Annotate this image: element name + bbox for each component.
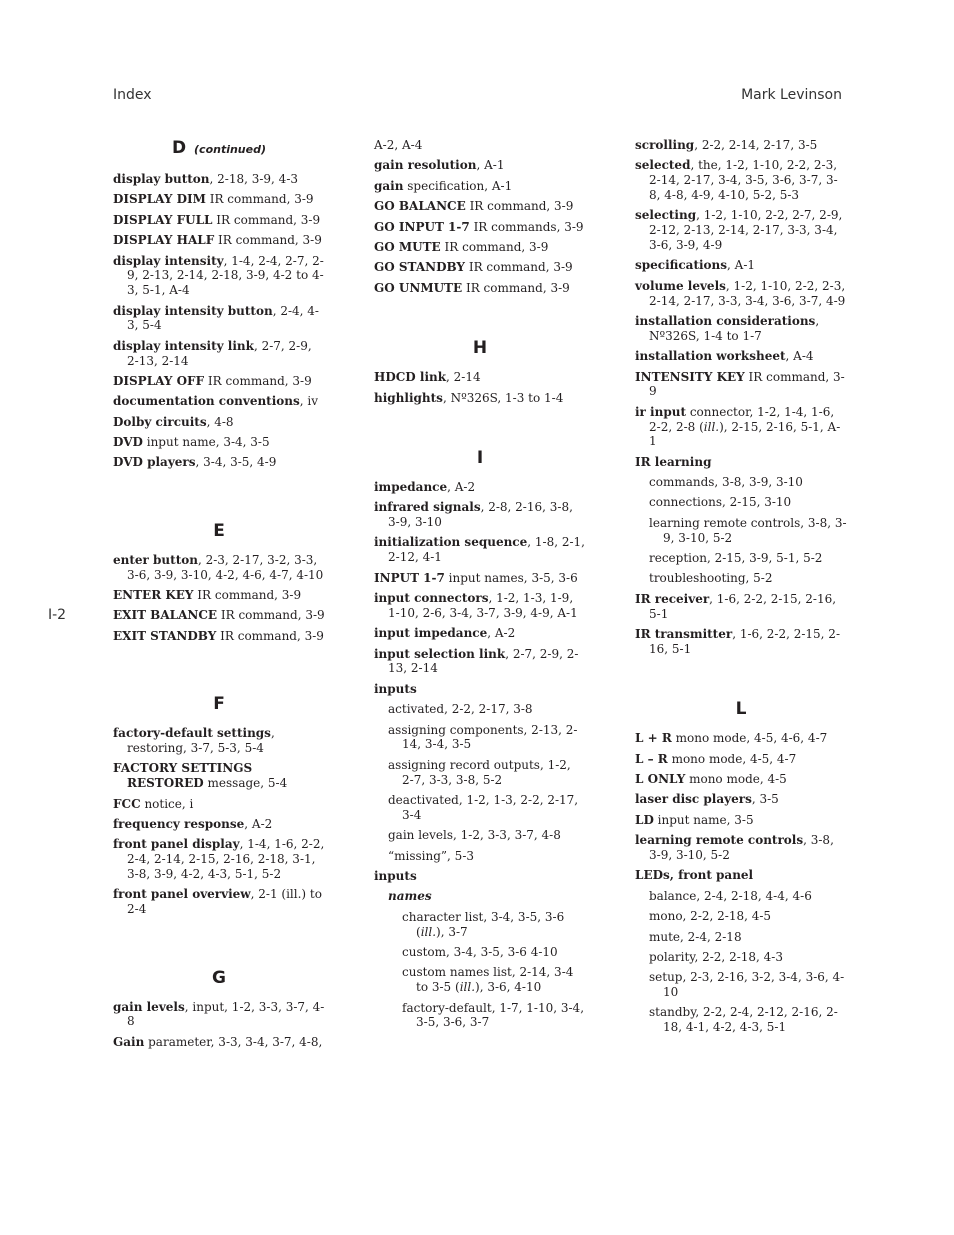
entry-term: enter button (113, 552, 198, 567)
index-entry (113, 837, 325, 881)
entry-locators: connector, 1-2, 1-4, 1-6, 2-2, 2-8 ( (649, 404, 835, 434)
entry-term: LD (635, 812, 654, 827)
entry-term: L ONLY (635, 771, 686, 786)
index-entry (374, 158, 586, 173)
index-entry (113, 608, 325, 623)
ill-note: ill. (703, 419, 720, 434)
entry-term: EXIT BALANCE (113, 608, 218, 623)
index-entry (113, 588, 325, 603)
entry-term: input connectors (374, 591, 489, 606)
entry-locators: input name, 3-4, 3-5 (142, 435, 270, 450)
entry-term: EXIT STANDBY (113, 628, 217, 643)
index-subentry: mute, 2-4, 2-18 (649, 929, 742, 944)
index-entry (113, 1035, 325, 1050)
entry-locators: IR command, 3-9 (649, 369, 845, 399)
index-entry (374, 571, 586, 586)
entry-term: initialization sequence (374, 535, 528, 550)
entry-term: FACTORY SETTINGS RESTORED (113, 761, 253, 791)
index-subentry: “missing”, 5-3 (388, 848, 475, 863)
entry-locators: , 1-4, 1-6, 2-2, 2-4, 2-14, 2-15, 2-16, 2-18, 3-1, 3-8, 3-9, 4-2, 4-3, 5-1, 5-2 (127, 837, 325, 881)
index-entry (374, 179, 586, 194)
entry-locators: , 2-2, 2-14, 2-17, 3-5 (694, 138, 818, 152)
entry-term: front panel overview (113, 887, 251, 902)
entry-term: input impedance (374, 626, 488, 641)
entry-locators: parameter, 3-3, 3-4, 3-7, 4-8, (144, 1034, 323, 1049)
index-entry (113, 726, 325, 756)
entry-term: impedance (374, 479, 448, 494)
index-entry (635, 592, 847, 622)
index-entry (374, 480, 586, 495)
index-subentry: custom names list, 2-14, 3-4 to 3-5 (ill.), 3-6, 4-10 (402, 965, 574, 995)
entry-locators: , 4-8 (206, 414, 234, 429)
entry-term: Gain (113, 1034, 145, 1049)
index-entry (113, 435, 325, 450)
index-entry (635, 258, 847, 273)
index-entry (635, 813, 847, 828)
index-entry (635, 138, 847, 153)
entry-term: DISPLAY HALF (113, 233, 215, 248)
letter-heading-h: H (472, 338, 488, 359)
entry-term: DVD (113, 435, 143, 450)
index-subentry: learning remote controls, 3-8, 3-9, 3-10, 5-2 (649, 515, 847, 545)
index-entry (635, 752, 847, 767)
entry-locators: , A-2 (487, 626, 516, 641)
ill-note: ill. (420, 924, 437, 939)
entry-locators: , 1-6, 2-2, 2-15, 2-16, 5-1 (649, 627, 840, 656)
entry-locators: IR command, 3-9 (440, 239, 549, 254)
index-entry (374, 370, 586, 385)
index-entry (635, 833, 847, 863)
index-entry (113, 1000, 325, 1030)
entry-locators: , 1-4, 2-4, 2-7, 2-9, 2-13, 2-14, 2-18, 3-9, 4-2 to 4-3, 5-1, A-4 (127, 253, 324, 298)
index-entry (374, 391, 586, 406)
entry-term: display button (113, 172, 210, 186)
index-entry (635, 731, 847, 746)
entry-locators: message, 5-4 (203, 776, 288, 791)
index-entry (635, 792, 847, 807)
index-column-3 (635, 138, 847, 1041)
index-entry-inputs: inputs (374, 681, 417, 696)
entry-term: HDCD link (374, 370, 447, 385)
entry-locators: , 1-2, 1-10, 2-2, 2-3, 2-14, 2-17, 3-3, 3-4, 3-6, 3-7, 4-9 (649, 278, 846, 308)
entry-term: highlights (374, 390, 443, 405)
entry-locators: IR command, 3-9 (214, 233, 322, 248)
index-entry (113, 455, 325, 470)
entry-locators: IR command, 3-9 (465, 260, 573, 275)
entry-term: frequency response (113, 817, 245, 831)
entry-locators: specification, A-1 (403, 178, 513, 193)
entry-locators: , 2-4, 4-3, 5-4 (127, 303, 319, 333)
continued-entry: A-2, A-4 (374, 138, 423, 152)
index-entry (113, 339, 325, 369)
index-entry (374, 647, 586, 677)
letter-heading-i: I (476, 447, 484, 468)
entry-locators: input name, 3-5 (653, 812, 754, 827)
index-entry (374, 535, 586, 565)
index-entry (635, 349, 847, 364)
entry-term: gain resolution (374, 158, 477, 173)
index-entry (113, 213, 325, 228)
letter-d: D (171, 138, 187, 158)
entry-locators: mono mode, 4-5, 4-6, 4-7 (671, 731, 828, 746)
entry-term: laser disc players (635, 792, 752, 807)
index-entry (113, 415, 325, 430)
index-subentry: standby, 2-2, 2-4, 2-12, 2-16, 2-18, 4-1, 4-2, 4-3, 5-1 (649, 1005, 838, 1035)
index-subentry: custom, 3-4, 3-5, 3-6 4-10 (402, 944, 558, 959)
index-entry (635, 772, 847, 787)
entry-term: DISPLAY FULL (113, 212, 213, 227)
index-entry (374, 626, 586, 641)
entry-term: ir input (635, 404, 686, 419)
index-entry-leds: LEDs, front panel (635, 868, 754, 883)
index-entry (635, 279, 847, 309)
entry-term: Dolby circuits (113, 414, 207, 429)
index-entry (635, 158, 847, 202)
entry-term: L + R (635, 731, 672, 746)
entry-term: GO UNMUTE (374, 280, 463, 295)
index-entry (113, 394, 325, 409)
letter-heading-d (113, 138, 325, 160)
entry-term: input selection link (374, 646, 506, 661)
entry-locators: , A-2 (244, 817, 273, 831)
index-column-1 (113, 138, 325, 1055)
index-entry (113, 192, 325, 207)
entry-locators: IR command, 3-9 (462, 280, 570, 295)
index-subentry: connections, 2-15, 3-10 (649, 495, 792, 510)
entry-locators: , the, 1-2, 1-10, 2-2, 2-3, 2-14, 2-17, 3-4, 3-5, 3-6, 3-7, 3-8, 4-8, 4-9, 4-10, 5-2, 5-3 (649, 158, 838, 202)
entry-locators: , input, 1-2, 3-3, 3-7, 4-8 (127, 999, 325, 1029)
entry-locators: , 2-14 (446, 370, 481, 385)
entry-term: GO MUTE (374, 239, 441, 254)
entry-locators: IR command, 3-9 (217, 608, 325, 623)
index-entry (635, 627, 847, 657)
entry-term: learning remote controls (635, 833, 804, 848)
entry-term: DVD players (113, 455, 196, 470)
index-entry (635, 314, 847, 344)
letter-heading-l: L (735, 699, 747, 720)
entry-locators: , 1-6, 2-2, 2-15, 2-16, 5-1 (649, 591, 837, 621)
index-subentry: polarity, 2-2, 2-18, 4-3 (649, 949, 783, 964)
ill-note: ill. (459, 980, 476, 995)
index-entry (113, 887, 325, 917)
index-entry (374, 199, 586, 214)
continued-label: (continued) (194, 143, 267, 156)
entry-term: IR transmitter (635, 627, 733, 642)
index-entry (113, 304, 325, 334)
entry-locators: , 3-5 (751, 792, 779, 807)
entry-locators: , A-4 (785, 349, 814, 364)
entry-locators: , 3-8, 3-9, 3-10, 5-2 (649, 833, 834, 862)
index-subentry: troubleshooting, 5-2 (649, 571, 773, 586)
index-subentry: deactivated, 1-2, 1-3, 2-2, 2-17, 3-4 (388, 792, 579, 822)
index-entry (113, 172, 325, 187)
entry-term: L – R (635, 751, 668, 766)
entry-locators: , A-1 (476, 158, 505, 173)
entry-locators: , 2-1 (ill.) to 2-4 (127, 887, 322, 917)
entry-locators: mono mode, 4-5, 4-7 (667, 751, 797, 766)
entry-term: volume levels (635, 278, 726, 293)
entry-locators: mono mode, 4-5 (685, 771, 787, 786)
entry-locators: IR command, 3-9 (212, 212, 321, 227)
index-subentry: factory-default, 1-7, 1-10, 3-4, 3-5, 3-6, 3-7 (402, 1000, 585, 1030)
index-entry (113, 761, 325, 791)
letter-heading-e: E (213, 520, 225, 541)
entry-term: selected (635, 158, 691, 173)
entry-term: front panel display (113, 837, 240, 852)
index-entry (113, 254, 325, 298)
index-entry (635, 370, 847, 400)
index-entry (113, 233, 325, 248)
index-entry (635, 208, 847, 252)
index-entry (113, 629, 325, 644)
subheading-names: names (388, 889, 432, 904)
entry-term: DISPLAY DIM (113, 192, 206, 207)
index-entry (374, 591, 586, 621)
index-subentry: assigning record outputs, 1-2, 2-7, 3-3, 3-8, 5-2 (388, 757, 571, 787)
entry-locators: , A-2 (447, 479, 476, 494)
entry-locators: IR command, 3-9 (465, 199, 574, 214)
entry-locators: , 3-4, 3-5, 4-9 (195, 455, 277, 470)
entry-locators: , 2-7, 2-9, 2-13, 2-14 (388, 646, 579, 676)
letter-heading-f: F (213, 694, 225, 715)
index-subentry: setup, 2-3, 2-16, 3-2, 3-4, 3-6, 4-10 (649, 970, 845, 1000)
index-entry (113, 553, 325, 583)
running-header-section: Index (113, 87, 152, 103)
index-column-2 (374, 138, 586, 1036)
entry-term: selecting (635, 208, 697, 223)
index-subentry: gain levels, 1-2, 3-3, 3-7, 4-8 (388, 828, 561, 843)
index-subentry: commands, 3-8, 3-9, 3-10 (649, 475, 803, 490)
index-entry (374, 220, 586, 235)
entry-term: IR receiver (635, 591, 710, 606)
entry-term: installation considerations (635, 313, 816, 328)
entry-term: scrolling (635, 138, 695, 152)
entry-term: FCC (113, 796, 141, 811)
index-subentry: assigning components, 2-13, 2-14, 3-4, 3-5 (388, 722, 578, 752)
entry-term: installation worksheet (635, 349, 786, 364)
entry-locators: IR command, 3-9 (193, 588, 302, 603)
entry-locators: , 2-8, 2-16, 3-8, 3-9, 3-10 (388, 500, 573, 530)
letter-heading-g: G (212, 967, 226, 988)
entry-locators: , Nº326S, 1-3 to 1-4 (442, 390, 564, 405)
entry-term: DISPLAY OFF (113, 373, 205, 388)
index-subentry: character list, 3-4, 3-5, 3-6 (ill.), 3-7 (402, 909, 565, 939)
running-header-brand: Mark Levinson (741, 87, 842, 103)
index-entry (113, 374, 325, 389)
entry-term: documentation conventions (113, 394, 300, 409)
index-entry (113, 817, 325, 832)
entry-locators: , 2-18, 3-9, 4-3 (209, 172, 299, 186)
entry-term: infrared signals (374, 500, 481, 515)
entry-locators-tail: ), 2-15, 2-16, 5-1, A-1 (649, 419, 841, 449)
entry-term: gain (374, 178, 404, 193)
index-entry-ir-learning: IR learning (635, 454, 712, 469)
entry-locators: , restoring, 3-7, 5-3, 5-4 (127, 726, 275, 756)
entry-locators: , 1-2, 1-10, 2-2, 2-7, 2-9, 2-12, 2-13, 2-14, 2-17, 3-3, 3-4, 3-6, 3-9, 4-9 (649, 208, 843, 252)
entry-term: GO BALANCE (374, 199, 466, 214)
entry-term: display intensity (113, 253, 224, 268)
index-subentry: activated, 2-2, 2-17, 3-8 (388, 702, 533, 717)
entry-term: GO STANDBY (374, 260, 466, 275)
entry-term: ENTER KEY (113, 588, 194, 603)
index-entry (374, 500, 586, 530)
entry-locators: , 2-3, 2-17, 3-2, 3-3, 3-6, 3-9, 3-10, 4-2, 4-6, 4-7, 4-10 (127, 552, 324, 582)
entry-locators: , 2-7, 2-9, 2-13, 2-14 (127, 338, 312, 368)
index-subentry: mono, 2-2, 2-18, 4-5 (649, 909, 772, 924)
entry-term: GO INPUT 1-7 (374, 219, 470, 234)
index-entry (374, 281, 586, 296)
index-entry (374, 260, 586, 275)
entry-term: gain levels (113, 999, 185, 1014)
index-subentry: reception, 2-15, 3-9, 5-1, 5-2 (649, 551, 823, 566)
entry-locators: IR command, 3-9 (216, 628, 324, 643)
entry-locators: IR command, 3-9 (204, 373, 312, 388)
index-subentry: balance, 2-4, 2-18, 4-4, 4-6 (649, 888, 812, 903)
entry-locators: , 1-2, 1-3, 1-9, 1-10, 2-6, 3-4, 3-7, 3-9, 4-9, A-1 (388, 591, 578, 620)
entry-term: INTENSITY KEY (635, 369, 745, 384)
entry-locators: , iv (299, 394, 319, 409)
page-number: I-2 (48, 607, 67, 623)
entry-term: specifications (635, 258, 728, 273)
index-entry-ir-input (635, 405, 847, 449)
entry-locators: , A-1 (727, 258, 756, 273)
index-entry-inputs-names: inputs (374, 868, 417, 883)
entry-locators: IR command, 3-9 (205, 192, 314, 207)
entry-locators: notice, i (140, 796, 194, 811)
index-entry (374, 240, 586, 255)
entry-term: display intensity link (113, 338, 254, 353)
entry-locators: , Nº326S, 1-4 to 1-7 (649, 313, 820, 343)
index-entry (113, 797, 325, 812)
entry-locators: IR commands, 3-9 (469, 219, 584, 234)
entry-term: factory-default settings (113, 726, 271, 741)
entry-locators: , 1-8, 2-1, 2-12, 4-1 (388, 535, 585, 565)
entry-term: INPUT 1-7 (374, 570, 445, 585)
entry-term: display intensity button (113, 303, 273, 318)
entry-locators: input names, 3-5, 3-6 (444, 570, 578, 585)
